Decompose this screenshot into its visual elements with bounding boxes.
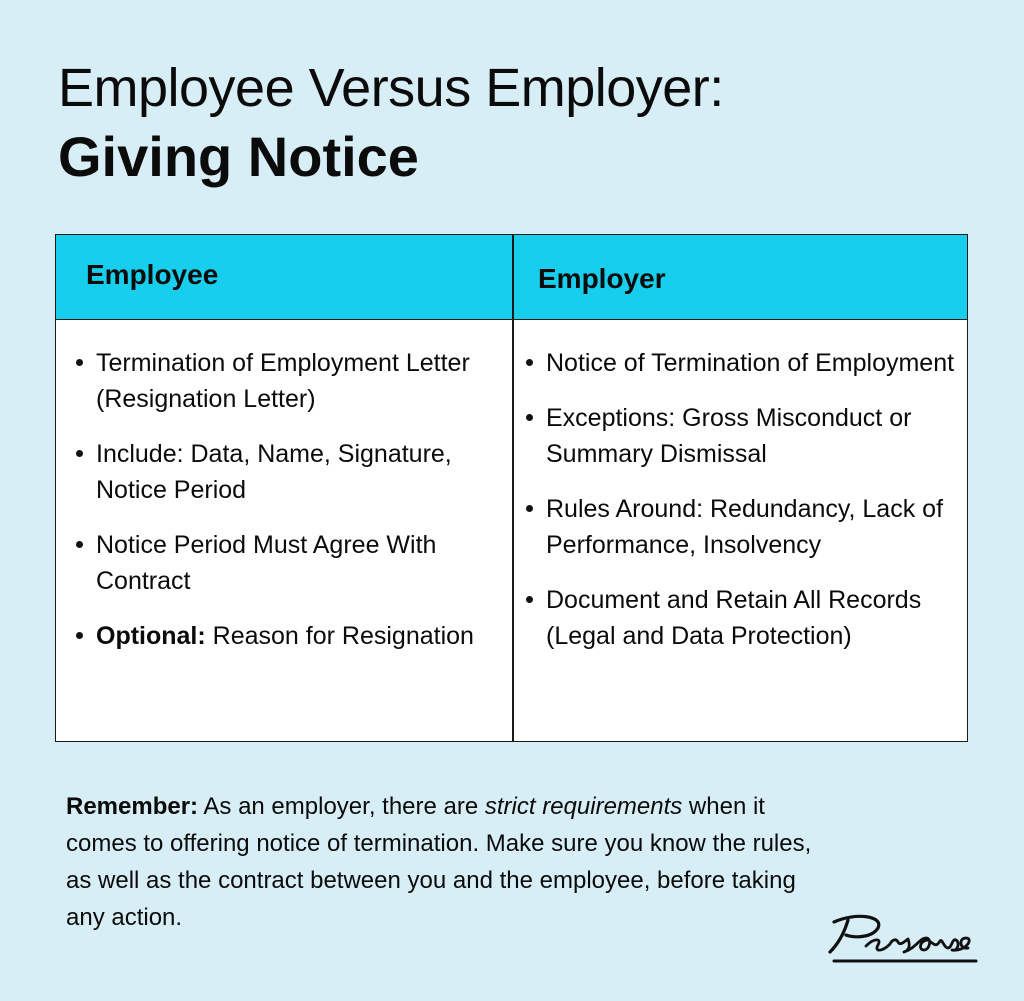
list-item-text: Rules Around: Redundancy, Lack of Performance, Insolvency [546, 495, 944, 559]
bullet-icon [76, 450, 83, 457]
title-line-1: Employee Versus Employer: [58, 58, 724, 118]
remember-text-before: As an employer, there are [198, 793, 485, 820]
list-item-text: Include: Data, Name, Signature, Notice Period [96, 440, 452, 504]
comparison-table [55, 234, 968, 742]
list-item-text: Exceptions: Gross Misconduct or Summary Dismissal [546, 404, 912, 468]
bullet-icon [76, 359, 83, 366]
bullet-icon [526, 414, 533, 421]
employee-list [76, 345, 506, 673]
remember-text-after: when it comes to offering notice of termination. Make sure you know the rules, as well as the contract between you and the employee, before taking any action. [66, 793, 812, 931]
employee-column-heading: Employee [86, 259, 219, 290]
employer-column-heading: Employer [538, 263, 666, 294]
list-item-label: Optional: [96, 622, 206, 650]
list-item [76, 436, 506, 508]
bullet-icon [526, 505, 533, 512]
list-item [526, 491, 966, 563]
list-item-text: Notice Period Must Agree With Contract [96, 531, 437, 595]
list-item-text: Document and Retain All Records (Legal and Data Protection) [546, 586, 922, 650]
personio-logo [826, 908, 982, 966]
list-item [76, 345, 506, 417]
remember-emphasis: strict requirements [484, 793, 683, 820]
bullet-icon [76, 632, 83, 639]
bullet-icon [526, 359, 533, 366]
bullet-icon [76, 541, 83, 548]
employer-list [526, 345, 966, 673]
title-line-2: Giving Notice [58, 125, 419, 188]
list-item [76, 618, 506, 654]
list-item-text: Reason for Resignation [205, 622, 474, 650]
list-item [76, 527, 506, 599]
list-item [526, 582, 966, 654]
list-item-text: Notice of Termination of Employment [546, 349, 955, 377]
remember-label: Remember: [66, 793, 199, 820]
list-item [526, 345, 966, 381]
bullet-icon [526, 596, 533, 603]
list-item [526, 400, 966, 472]
list-item-text: Termination of Employment Letter (Resignation Letter) [96, 349, 470, 413]
column-divider [512, 235, 514, 741]
remember-note [66, 788, 826, 936]
